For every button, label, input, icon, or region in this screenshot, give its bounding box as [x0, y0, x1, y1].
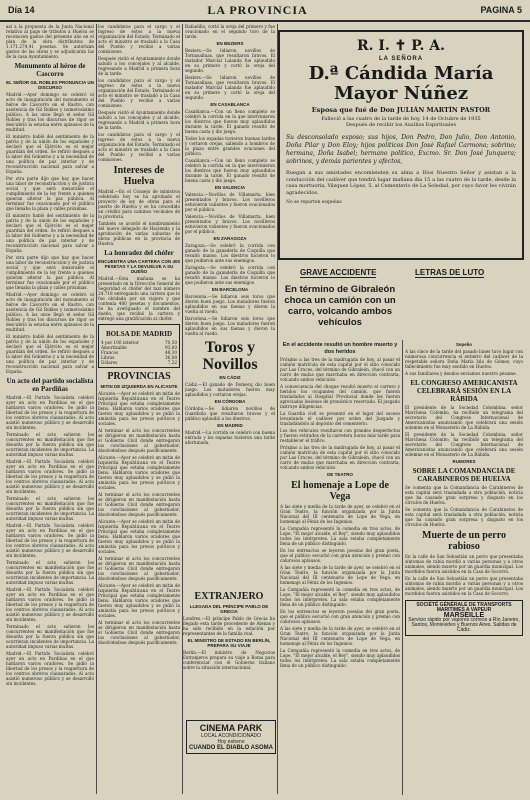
article-text: Al terminar el acto los concurrentes se dirigieron en manifestación hasta el Gobierno Civil donde entregaron las conclusiones al gobernador, disolviéndose después pacíficamente. — [98, 556, 180, 581]
subheadline: EN BEZIERS — [216, 41, 244, 46]
headline: Toros y Novillos — [202, 339, 258, 373]
article-text: La Compañía representó la comedia en tres actos, de Lope, "El mejor alcalde, el Rey", siendo muy aplaudidos todos los intérpretes. La sala estaba completamente llena de un público distinguido. — [280, 587, 400, 607]
subheadline: RUMORES — [452, 459, 476, 464]
cinema-title: CINEMA PARK — [199, 723, 263, 733]
article-text: Madrid.—En el Consejo de ministros celebrado hoy se ha aprobado el proyecto de ley de obras para el puerto de Huelva y se ha concedido un crédito para caminos vecinales de la provincia. — [98, 189, 180, 219]
article-text: así a la propuesta de la Junta Nacional relativa al pago de tributos a Huelva se reconocen gastos del presente año en el plan de la obra distributiva de 1.171.274,41 pesetas. Se autorizan gastos de las obras y se adjudicarán las de la casa Ayuntamiento. — [6, 24, 94, 59]
article-text: Cádiz.—El ganado de Domecq dio buen juego. Los matadores fueron muy aplaudidos y cortaron orejas. — [185, 382, 275, 397]
article-text: Por otra parte dijo que hay que hacer una labor de reconstrucción y de justicia social y que será inexorable el cumplimiento de la ley frente a quienes quieran alterar la paz pública. Al terminar fue ovacionado por el público que llenaba la plaza y calles próximas. — [6, 255, 94, 290]
funeral-text: Ruegan a sus amistades encomienden su alma a Dios Nuestro Señor y asistan a la conducción del cadáver que tendrá lugar mañana día 15 a las cuatro de la tarde, desde la casa mortuoria, Vázquez López, 5, al Cementerio de La Soledad, por cuyo favor les vivirán agradecidos. — [286, 170, 516, 196]
article-text: Al terminar el acto los concurrentes se dirigieron en manifestación hasta el Gobierno Civil donde entregaron las conclusiones al gobernador, disolviéndose después pacíficamente. — [98, 428, 180, 453]
article-text: Beziers.—Se lidiaron novillos de Tornasalinas, que resultaron bravos. El matador Marcial Lalanda fue aplaudido en su primero y cortó la oreja del segundo. — [185, 75, 275, 100]
article-text: Próximo a las tres de la madrugada de hoy, al pasar el camión matrícula de esta capital por el sitio conocido por Las Cruces, del término de Gibraleón, chocó con un carro de mulas que marchaba en dirección contraria, volcando ambos vehículos. — [280, 445, 400, 470]
article-text: los candidatos para el cargo y el ingreso de éstos a la nueva organización del Estado. Terminado el acto el ministro se trasladó a la Casa del Pueblo y recibió a varias comisiones. — [98, 24, 180, 54]
stock-value: 48,30 — [165, 350, 177, 355]
subheadline: En el accidente resultó un hombre muerto y dos heridos — [282, 342, 398, 355]
article-text: El ministro habló del sentimiento de la patria y de la unión de los españoles y declaró que el Ejército es el mejor guardián del orden. Se refirió después a la labor del Gobierno y a la necesidad de una política de paz interior y de reconstrucción nacional para salvar a España. — [6, 213, 94, 253]
article-text: Zaragoza.—Se celebró la corrida con ganado de la ganadería de Coquilla que resultó manso. Los diestros hicieron lo que pudieron ante sus enemigos. — [185, 265, 275, 285]
article-text: Londres.—El príncipe Pablo de Grecia ha llegado esta tarde procedente de Atenas y ha sido recibido en la estación por representantes de la familia real. — [183, 616, 275, 636]
stock-row — [101, 360, 177, 365]
article-text: Madrid.—El Partido Socialista celebró ayer un acto en Pardiñas en el que hablaron varios oradores. Se pidió la libertad de los presos y la reapertura de los centros obreros clausurados. Al acto asistió numeroso público y se desarrolló sin incidentes. — [6, 459, 94, 494]
subheadline: EL MINISTRO DE ESTADO EN BERLÍN, PREPARA SU VIAJE — [187, 638, 271, 648]
article-text: Después visitó el Ayuntamiento donde saludó a los concejales y al alcalde, regresando a Madrid a primera hora de la tarde. — [98, 56, 180, 76]
article-text: El ministro habló del sentimiento de la patria y de la unión de los españoles y declaró que el Ejército es el mejor guardián del orden. Se refirió después a la labor del Gobierno y a la necesidad de una política de paz interior y de reconstrucción nacional para salvar a España. — [6, 134, 94, 174]
column-1 — [6, 24, 94, 794]
article-text: Valencia.—Novillos de Villamarta, bien presentados y bravos. Los novilleros estuvieron valientes y fueron ovacionados por el público. — [185, 214, 275, 234]
column-2 — [98, 24, 180, 794]
deceased-name: D.ª Cándida María Mayor Núñez — [308, 63, 494, 104]
shipping-ad — [405, 600, 523, 636]
article-text: Alicante.—Ayer se celebró un mitin de Izquierda Republicana en el Teatro Principal que estaba completamente lleno. Hablaron varios oradores que fueron muy aplaudidos y se pidió la amnistía para los presos políticos y sociales. — [98, 583, 180, 618]
article-text: Madrid.—El Partido Socialista celebró ayer un acto en Pardiñas en el que hablaron varios oradores. Se pidió la libertad de los presos y la reapertura de los centros obreros clausurados. Al acto asistió numeroso público y se desarrolló sin incidentes. — [6, 395, 94, 430]
article-text: Barcelona.—Se lidiaron seis toros que dieron buen juego. Los matadores fueron aplaudidos en sus faenas y dieron la vuelta al ruedo. — [185, 294, 275, 314]
cinema-line: LOCAL ACONDICIONADO — [200, 733, 262, 739]
article-text: Valencia.—Novillos de Villamarta, bien presentados y bravos. Los novilleros estuvieron valientes y fueron ovacionados por el público. — [185, 192, 275, 212]
article-text: A consecuencia del choque resultó muerto el carrero y heridos los ocupantes del camión, que fueron trasladados al Hospital Provincial donde les fueron apreciadas lesiones de pronóstico reservado. El juzgado instruye diligencias. — [280, 384, 400, 409]
stock-value: 93,00 — [165, 345, 177, 350]
death-date: Falleció a las cuatro de la tarde de hoy, 14 de Octubre de 1935 — [321, 116, 481, 122]
column-4 — [280, 340, 400, 795]
article-text: A las siete y media de la tarde de ayer, se celebró en el Gran Teatro, la función organizada por la Junta Nacional del III centenario de Lope de Vega, en homenaje al Fénix de los Ingenios. — [280, 504, 400, 524]
subheadline: EN CASABLANCA — [210, 102, 250, 107]
article-text: Todos los espadas tuvieron buenas tardes y cortaron orejas, saliendo a hombros de la plaza entre grandes ovaciones del público. — [185, 136, 275, 156]
stock-name: Amortizable — [101, 345, 127, 350]
subheadline: EL SEÑOR GIL ROBLES PRONUNCIA UN DISCURSO — [6, 80, 94, 90]
subheadline: DE TEATRO — [327, 472, 353, 477]
column-rule — [402, 340, 403, 795]
article-text: En la calle de San Sebastián un perro que presentaba síntomas de rabia mordió a varias personas y a otros animales, siendo muerto por un guardia municipal. Los mordidos fueron asistidos en la Casa de Socorro. — [405, 554, 523, 574]
article-text: Córdoba.—Se lidiaron novillos de Guardiola que resultaron bravos y el público aplaudió a los diestros. — [185, 406, 275, 421]
ad-city: MARSEILLE — [443, 612, 485, 619]
article-text: Al terminar el acto los concurrentes se dirigieron en manifestación hasta el Gobierno Civil donde entregaron las conclusiones al gobernador, disolviéndose después pacíficamente. — [98, 492, 180, 517]
film-title: CUANDO EL DIABLO ASOMA — [189, 745, 273, 751]
subheadline: LLEGADA DEL PRÍNCIPE PABLO DE GRECIA — [189, 604, 269, 614]
article-text: Beziers.—Se lidiaron novillos de Tornasalinas, que resultaron bravos. El matador Marcial Lalanda fue aplaudido en su primero y cortó la oreja del segundo. — [185, 48, 275, 73]
subheadline: EN CÁDIZ — [219, 375, 241, 380]
article-text: Casablanca.—Con un lleno completo se celebró la corrida en la que intervinieron los diestros que fueron muy aplaudidos durante la tarde. El ganado resultó de buena casta y dio juego. — [185, 158, 275, 183]
article-text: los candidatos para el cargo y el ingreso de éstos a la nueva organización del Estado. Terminado el acto el ministro se trasladó a la Casa del Pueblo y recibió a varias comisiones. — [98, 132, 180, 162]
stock-value: 7,32 — [167, 360, 177, 365]
rip-heading: R. I. ✝ P. A. — [357, 38, 445, 54]
masthead — [0, 0, 530, 22]
article-text: Madrid.—Ayer domingo se celebró el acto de inauguración del monumento al héroe de Cascorro en el Rastro, con asistencia de Gil Robles y numerosísimo público. A las once llegó el señor Gil Robles y tras los discursos de rigor se descubrió la estatua entre aplausos de la multitud. — [6, 92, 94, 132]
subheadline: EN BARCELONA — [211, 287, 249, 292]
article-text: Alicante.—Ayer se celebró un mitin de Izquierda Republicana en el Teatro Principal que estaba completamente lleno. Hablaron varios oradores que fueron muy aplaudidos y se pidió la amnistía para los presos políticos y sociales. — [98, 519, 180, 554]
article-text: los candidatos para el cargo y el ingreso de éstos a la nueva organización del Estado. Terminado el acto el ministro se trasladó a la Casa del Pueblo y recibió a varias comisiones. — [98, 78, 180, 108]
article-text: Alicante.—Ayer se celebró un mitin de Izquierda Republicana en el Teatro Principal que estaba completamente lleno. Hablaron varios oradores que fueron muy aplaudidos y se pidió la amnistía para los presos políticos y sociales. — [98, 391, 180, 426]
article-text: Casablanca.—Con un lleno completo se celebró la corrida en la que intervinieron los diestros que fueron muy aplaudidos durante la tarde. El ganado resultó de buena casta y dio juego. — [185, 109, 275, 134]
article-text: Madrid.—Ayer domingo se celebró el acto de inauguración del monumento al héroe de Cascorro en el Rastro, con asistencia de Gil Robles y numerosísimo público. A las once llegó el señor Gil Robles y tras los discursos de rigor se descubrió la estatua entre aplausos de la multitud. — [6, 292, 94, 332]
mourners-text: Su desconsolado esposo; sus hijos, Don Pedro, Don Julio, Don Antonio, Doña Pilar y Don Eloy; hijos políticos Don José Rafael Carmona; sobrino; hermana, Doña Isabel; hermano político, Excmo. Sr. Don José Junquera; sobrinos, y demás parientes y afectos, — [286, 134, 516, 165]
stock-value: 36,08 — [165, 355, 177, 360]
article-text: El presidente de la Sociedad Colombina, señor Marchena Colombo, ha recibido un telegrama del secretario del Congreso Internacional de Americanistas anunciando que celebrará una sesión solemne en el Monasterio de La Rábida. — [405, 405, 523, 430]
headline: Intereses de Huelva — [113, 165, 165, 187]
article-text: También se acordó el nombramiento del nuevo delegado de Hacienda y la aprobación de varias subastas de obras públicas en la provincia de Huelva. — [98, 221, 180, 246]
article-text: En la calle de San Sebastián un perro que presentaba síntomas de rabia mordió a varias personas y a otros animales, siendo muerto por un guardia municipal. Los mordidos fueron asistidos en la Casa de Socorro. — [405, 576, 523, 596]
subheadline: ENCUENTRA UNA CARTERA CON 400 PESETAS Y LA DEVUELVE A SU DUEÑO — [98, 259, 180, 274]
stock-value: 70,50 — [165, 340, 177, 345]
article-text: La Compañía representó la comedia en tres actos, de Lope, "El mejor alcalde, el Rey", siendo muy aplaudidos todos los intérpretes. La sala estaba completamente llena de un público distinguido. — [280, 526, 400, 546]
stock-name: 4 por 100 interior — [101, 340, 139, 345]
article-text: Terminado el acto salieron los concurrentes en manifestación que fue disuelta por la fuerza pública sin que ocurrieran incidentes de importancia. La autoridad impuso varias multas. — [6, 624, 94, 649]
stock-name: Francos — [101, 350, 119, 355]
section-tag: GRAVE ACCIDENTE — [300, 268, 377, 277]
cinema-ad — [186, 720, 276, 754]
spouse-line: Esposa que fué de Don JULIÁN MARTÍN PASTOR — [311, 106, 491, 114]
article-text: Terminado el acto salieron los concurrentes en manifestación que fue disuelta por la fuerza pública sin que ocurrieran incidentes de importancia. La autoridad impuso varias multas. — [6, 496, 94, 521]
subheadline: Sepelio — [455, 342, 472, 347]
article-text: Zaragoza.—Se celebró la corrida con ganado de la ganadería de Coquilla que resultó manso. Los diestros hicieron lo que pudieron ante sus enemigos. — [185, 243, 275, 263]
article-text: Se comenta que la Comandancia de Carabineros de esta capital será trasladada a otra población, noticia que ha causado gran sorpresa y disgusto en los círculos de Huelva. — [405, 507, 523, 527]
subheadline: EN ZARAGOZA — [213, 236, 247, 241]
headline: Muerte de un perro rabioso — [422, 530, 506, 552]
article-text: Madrid.—El Partido Socialista celebró ayer un acto en Pardiñas en el que hablaron varios oradores. Se pidió la libertad de los presos y la reapertura de los centros obreros clausurados. Al acto asistió numeroso público y se desarrolló sin incidentes. — [6, 587, 94, 622]
article-text: Madrid.—La corrida se celebró con buena entrada y los espadas tuvieron una tarde afortunada. — [185, 430, 275, 445]
obituary-label: LA SEÑORA — [378, 56, 424, 62]
column-5 — [405, 340, 523, 795]
subheadline: EN MADRID — [217, 423, 243, 428]
foreign-news — [183, 588, 275, 793]
article-text: Berlín.—El ministro de Negocios Extranjeros prepara su viaje a Roma para conferenciar con el Gobierno italiano sobre la situación internacional. — [183, 650, 275, 670]
stock-name: Dólares — [101, 360, 118, 365]
article-text: A las siete y media de la tarde de ayer, se celebró en el Gran Teatro, la función organizada por la Junta Nacional del III centenario de Lope de Vega, en homenaje al Fénix de los Ingenios. — [280, 626, 400, 646]
headline: BOLSA DE MADRID — [105, 330, 173, 338]
article-text: Madrid.—Esta mañana se ha presentado en la Dirección General de Seguridad el chófer del taxi número 24.718 entregando una cartera que le fue olvidada por un viajero y que contenía 400 pesetas y documentos. Se ha averiguado el nombre del dueño, que recibió la cartera y entregó una gratificación al chófer. — [98, 276, 180, 321]
article-text: Madrid.—El Partido Socialista celebró ayer un acto en Pardiñas en el que hablaron varios oradores. Se pidió la libertad de los presos y la reapertura de los centros obreros clausurados. Al acto asistió numeroso público y se desarrolló sin incidentes. — [6, 523, 94, 558]
article-text: A las cinco de la tarde del pasado lunes tuvo lugar con numerosa concurrencia el entierro del cadáver de la respetable señora Doña María Isla de Gómez, cuyo fallecimiento fue muy sentido en Huelva. — [405, 349, 523, 369]
article-text: A las siete y media de la tarde de ayer, se celebró en el Gran Teatro, la función organizada por la Junta Nacional del III centenario de Lope de Vega, en homenaje al Fénix de los Ingenios. — [280, 565, 400, 585]
article-text: Terminado el acto salieron los concurrentes en manifestación que fue disuelta por la fuerza pública sin que ocurrieran incidentes de importancia. La autoridad impuso varias multas. — [6, 432, 94, 457]
stock-name: Libras — [101, 355, 115, 360]
article-text: En los entreactos se leyeron poesías del gran poeta, que el público escuchó con gran atención y premió con calurosos aplausos. — [280, 609, 400, 624]
article-text: El presidente de la Sociedad Colombina, señor Marchena Colombo, ha recibido un telegrama del secretario del Congreso Internacional de Americanistas anunciando que celebrará una sesión solemne en el Monasterio de La Rábida. — [405, 432, 523, 457]
article-text: En los entreactos se leyeron poesías del gran poeta, que el público escuchó con gran atención y premió con calurosos aplausos. — [280, 548, 400, 563]
headline: EL CONGRESO AMERICANISTA CELEBRARÁ SESIÓN EN LA RÁBIDA — [410, 379, 518, 403]
headline: La honradez del chófer — [104, 249, 174, 257]
page-number: PAGINA 5 — [480, 5, 522, 15]
headline: SOBRE LA COMANDANCIA DE CARABINEROS DE HUELVA — [412, 467, 516, 483]
article-text: Madrid.—El Partido Socialista celebró ayer un acto en Pardiñas en el que hablaron varios oradores. Se pidió la libertad de los presos y la reapertura de los centros obreros clausurados. Al acto asistió numeroso público y se desarrolló sin incidentes. — [6, 651, 94, 686]
obituary-note: No se reparten esquelas — [286, 200, 342, 205]
article-text: Se comenta que la Comandancia de Carabineros de esta capital será trasladada a otra población, noticia que ha causado gran sorpresa y disgusto en los círculos de Huelva. — [405, 485, 523, 505]
headline: Monumento al héroe de Cascorro — [14, 62, 86, 78]
article-text: Después visitó el Ayuntamiento donde saludó a los concejales y al alcalde, regresando a Madrid a primera hora de la tarde. — [98, 110, 180, 130]
sacraments-line: Después de recibir los Auxilios Espirituales — [345, 122, 457, 128]
article-text: A sus familiares y deudos enviamos nuestro pésame. — [405, 371, 517, 376]
article-text: Barcelona.—Se lidiaron seis toros que dieron buen juego. Los matadores fueron aplaudidos en sus faenas y dieron la vuelta al ruedo. — [185, 316, 275, 336]
headline: El homenaje a Lope de Vega — [291, 480, 389, 502]
article-text: Alicante.—Ayer se celebró un mitin de Izquierda Republicana en el Teatro Principal que estaba completamente lleno. Hablaron varios oradores que fueron muy aplaudidos y se pidió la amnistía para los presos políticos y sociales. — [98, 455, 180, 490]
ad-text: Servicio rápido por vapores correos a Río Janeiro, Santos, Montevideo y Buenos Aires. Salidas de Cádiz. — [408, 617, 520, 633]
subheadline: EN VALENCIA — [214, 185, 246, 190]
accident-headline: En término de Gibraleón choca un camión con un carro, volcando ambos vehículos — [284, 284, 396, 328]
column-rule — [96, 24, 97, 794]
column-3 — [185, 24, 275, 584]
obituary-box — [278, 30, 524, 260]
newspaper-title: LA PROVINCIA — [207, 2, 308, 17]
article-text: Rafaelillo, cortó la oreja del primero y fue ovacionado en el segundo toro de la tarde. — [185, 24, 275, 39]
headline: EXTRANJERO — [194, 591, 264, 602]
headline: Un acto del partido socialista en Pardiñas — [6, 377, 94, 393]
article-text: Próximo a las tres de la madrugada de hoy, al pasar el camión matrícula de esta capital por el sitio conocido por Las Cruces, del término de Gibraleón, chocó con un carro de mulas que marchaba en dirección contraria, volcando ambos vehículos. — [280, 357, 400, 382]
article-text: Al terminar el acto los concurrentes se dirigieron en manifestación hasta el Gobierno Civil donde entregaron las conclusiones al gobernador, disolviéndose después pacíficamente. — [98, 620, 180, 645]
cinema-line: Hoy estreno — [217, 739, 245, 745]
article-text: Terminado el acto salieron los concurrentes en manifestación que fue disuelta por la fuerza pública sin que ocurrieran incidentes de importancia. La autoridad impuso varias multas. — [6, 560, 94, 585]
section-tag: LETRAS DE LUTO — [415, 268, 485, 277]
subheadline: EN CÓRDOBA — [214, 399, 246, 404]
article-text: Los dos vehículos resultaron con grandes desperfectos y fueron retirados de la carretera horas más tarde para restablecer el tráfico. — [280, 428, 400, 443]
subheadline: MITIN DE IZQUIERDA EN ALICANTE — [100, 384, 178, 389]
stock-exchange-box — [98, 324, 180, 368]
article-text: La Compañía representó la comedia en tres actos, de Lope, "El mejor alcalde, el Rey", siendo muy aplaudidos todos los intérpretes. La sala estaba completamente llena de un público distinguido. — [280, 648, 400, 668]
ad-company: SOCIÉTÉ GÉNÉRALE DE TRANSPORTS MARITIMES A VAPEUR — [416, 602, 512, 613]
headline: PROVINCIAS — [107, 371, 171, 382]
article-text: El ministro habló del sentimiento de la patria y de la unión de los españoles y declaró que el Ejército es el mejor guardián del orden. Se refirió después a la labor del Gobierno y a la necesidad de una política de paz interior y de reconstrucción nacional para salvar a España. — [6, 334, 94, 374]
day-label: Día 14 — [8, 5, 35, 15]
article-text: Por otra parte dijo que hay que hacer una labor de reconstrucción y de justicia social y que será inexorable el cumplimiento de la ley frente a quienes quieran alterar la paz pública. Al terminar fue ovacionado por el público que llenaba la plaza y calles próximas. — [6, 176, 94, 211]
article-text: La Guardia civil se presentó en el lugar del suceso levantando el cadáver por orden del Juzgado y trasladándolo al depósito del cementerio. — [280, 411, 400, 426]
